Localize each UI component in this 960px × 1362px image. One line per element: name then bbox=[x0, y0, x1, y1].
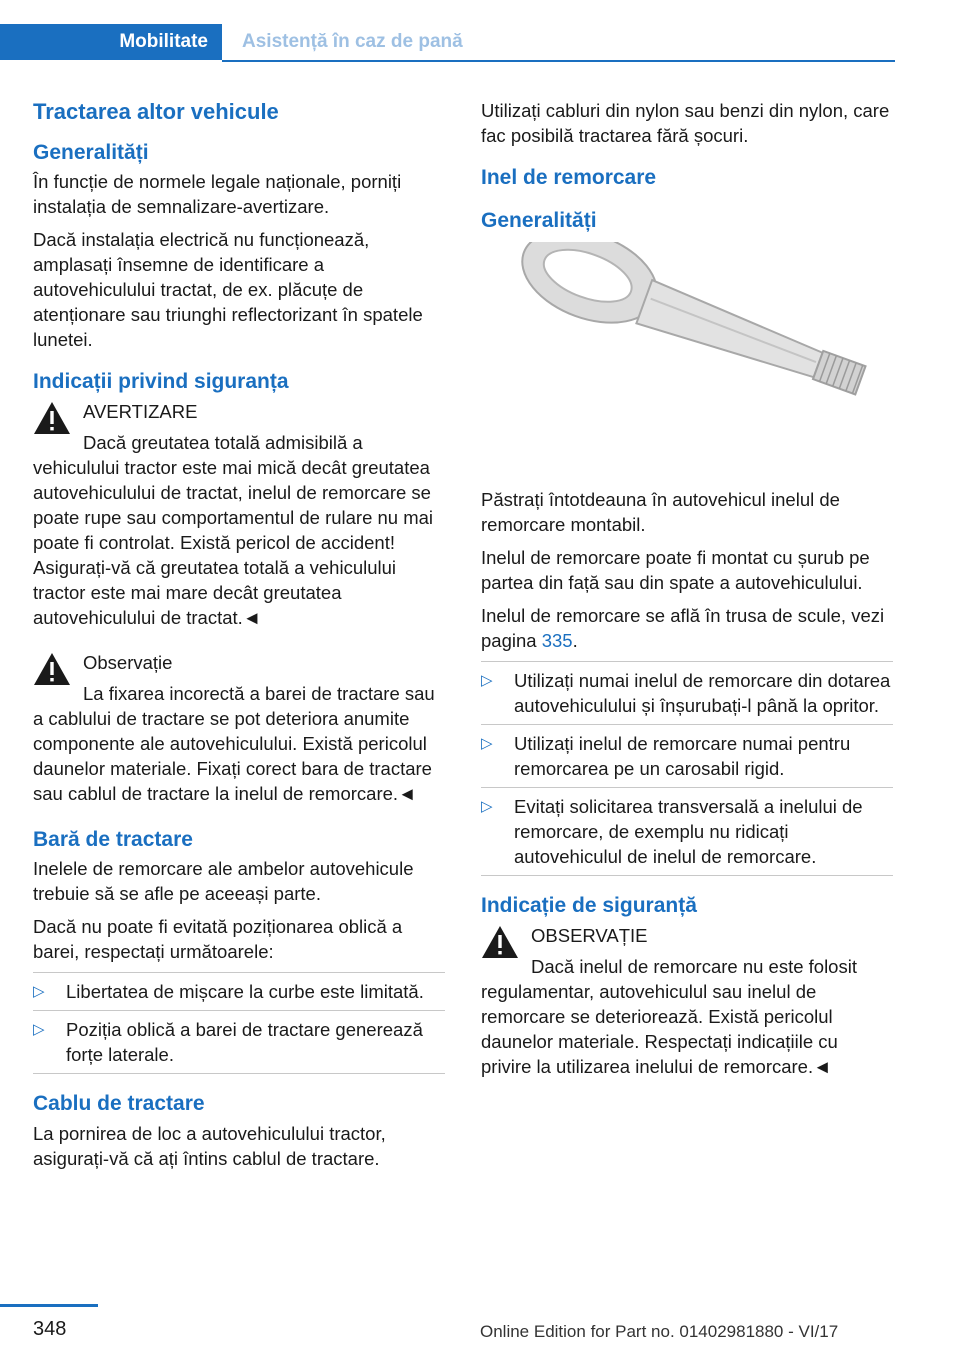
header-rule bbox=[222, 60, 895, 62]
warning-triangle-icon bbox=[33, 401, 71, 435]
right-column bbox=[481, 98, 893, 1099]
list-item bbox=[481, 662, 893, 725]
bullet-triangle-icon: ▷ bbox=[33, 983, 45, 1001]
tow-ring-illustration bbox=[481, 242, 893, 460]
paragraph: Utilizați cabluri din nylon sau benzi din nylon, care fac posibilă tractarea fără șocuri. bbox=[481, 100, 890, 146]
note-text: Dacă inelul de remorcare nu este folosit regulamentar, autovehiculul sau inelul de remorcare se deteriorează. Există pericolul daunelor materiale. Respectați indicațiile cu privire la utilizarea inelului de remorcare.◄ bbox=[481, 955, 857, 1077]
paragraph: Păstrați întotdeauna în autovehicul inelul de remorcare montabil. bbox=[481, 488, 840, 535]
footer-rule bbox=[0, 1304, 98, 1307]
tab-asistenta-pana[interactable]: Asistență în caz de pană bbox=[242, 31, 463, 52]
list-item-text: Utilizați inelul de remorcare numai pentru remorcarea pe un carosabil rigid. bbox=[514, 732, 851, 779]
warning-triangle-icon bbox=[481, 925, 519, 959]
list-item-text: Evitați solicitarea transversală a inelului de remorcare, de exemplu nu ridicați autovehiculul de inelul de remorcare. bbox=[514, 795, 863, 867]
paragraph: La pornirea de loc a autovehiculului tractor, asigurați-vă că ați întins cablul de tractare. bbox=[33, 1122, 386, 1169]
warning-block bbox=[33, 399, 445, 630]
list-item bbox=[481, 788, 893, 876]
warning-triangle-icon bbox=[33, 652, 71, 686]
paragraph: În funcție de normele legale naționale, porniți instalația de semnalizare-avertizare. bbox=[33, 170, 402, 217]
left-column bbox=[33, 98, 445, 1179]
heading-bara-tractare: Bară de tractare bbox=[33, 828, 193, 852]
paragraph: Inelele de remorcare ale ambelor autovehicule trebuie să se afle pe aceeași parte. bbox=[33, 858, 414, 905]
note-title: Observație bbox=[83, 652, 173, 674]
page-number: 348 bbox=[33, 1318, 67, 1340]
heading-generalitati: Generalități bbox=[33, 140, 149, 164]
bullet-triangle-icon: ▷ bbox=[33, 1021, 45, 1039]
paragraph: Dacă instalația electrică nu funcționează, amplasați însemne de identificare a autovehiculului tractat, de ex. plăcuțe de atenționare sau triunghi reflectorizant în spatele lunetei. bbox=[33, 228, 423, 350]
note-title: OBSERVAȚIE bbox=[531, 924, 648, 946]
note-text: La fixarea incorectă a barei de tractare sau a cablului de tractare se pot deteriora anumite componente ale autovehiculului. Există pericolul daunelor materiale. Fixați corect bara de tractare sau cablul de tractare la inelul de remorcare.◄ bbox=[33, 683, 435, 805]
bullet-triangle-icon: ▷ bbox=[481, 671, 493, 689]
list-item-text: Utilizați numai inelul de remorcare din dotarea autovehiculului și înșurubați-l până la opritor. bbox=[514, 669, 891, 716]
list-item bbox=[33, 1011, 445, 1074]
bullet-triangle-icon: ▷ bbox=[481, 734, 493, 752]
list-item-text: Poziția oblică a barei de tractare generează forțe laterale. bbox=[66, 1019, 423, 1066]
list-item bbox=[481, 725, 893, 788]
paragraph-with-link: Inelul de remorcare se află în trusa de scule, vezi pagina 335. bbox=[481, 604, 885, 651]
note-block bbox=[481, 923, 893, 1079]
note-block bbox=[33, 650, 445, 806]
heading-inel-remorcare: Inel de remorcare bbox=[481, 166, 657, 189]
heading-cablu-tractare: Cablu de tractare bbox=[33, 1092, 205, 1116]
bullet-triangle-icon: ▷ bbox=[481, 797, 493, 815]
warning-title: AVERTIZARE bbox=[83, 401, 198, 423]
heading-generalitati: Generalități bbox=[481, 209, 597, 233]
heading-indicatie-siguranta: Indicație de siguranță bbox=[481, 893, 697, 917]
paragraph: Inelul de remorcare poate fi montat cu șurub pe partea din față sau din spate a autovehiculului. bbox=[481, 546, 870, 593]
list-item-text: Libertatea de mișcare la curbe este limitată. bbox=[66, 981, 424, 1003]
warning-text: Dacă greutatea totală admisibilă a vehiculului tractor este mai mică decât greutatea autovehiculului de tractat, inelul de remorcare se poate rupe sau comportamentul de rulare nu mai poate fi controlat. Există pericol de accident! Asigurați-vă că greutatea totală a vehiculului tractor este mai mare decât greutatea autovehiculului de tractat.◄ bbox=[33, 432, 434, 629]
page-link-335[interactable]: 335 bbox=[541, 629, 573, 651]
bullet-list bbox=[481, 661, 893, 876]
heading-indicatii-siguranta: Indicații privind siguranța bbox=[33, 369, 289, 393]
tab-mobilitate[interactable]: Mobilitate bbox=[0, 24, 222, 60]
edition-text: Online Edition for Part no. 01402981880 - VI/17 bbox=[480, 1322, 839, 1341]
bullet-list bbox=[33, 972, 445, 1074]
section-title-tractarea: Tractarea altor vehicule bbox=[33, 99, 279, 124]
page-header bbox=[0, 24, 895, 60]
paragraph: Dacă nu poate fi evitată poziționarea oblică a barei, respectați următoarele: bbox=[33, 916, 403, 963]
list-item bbox=[33, 973, 445, 1011]
